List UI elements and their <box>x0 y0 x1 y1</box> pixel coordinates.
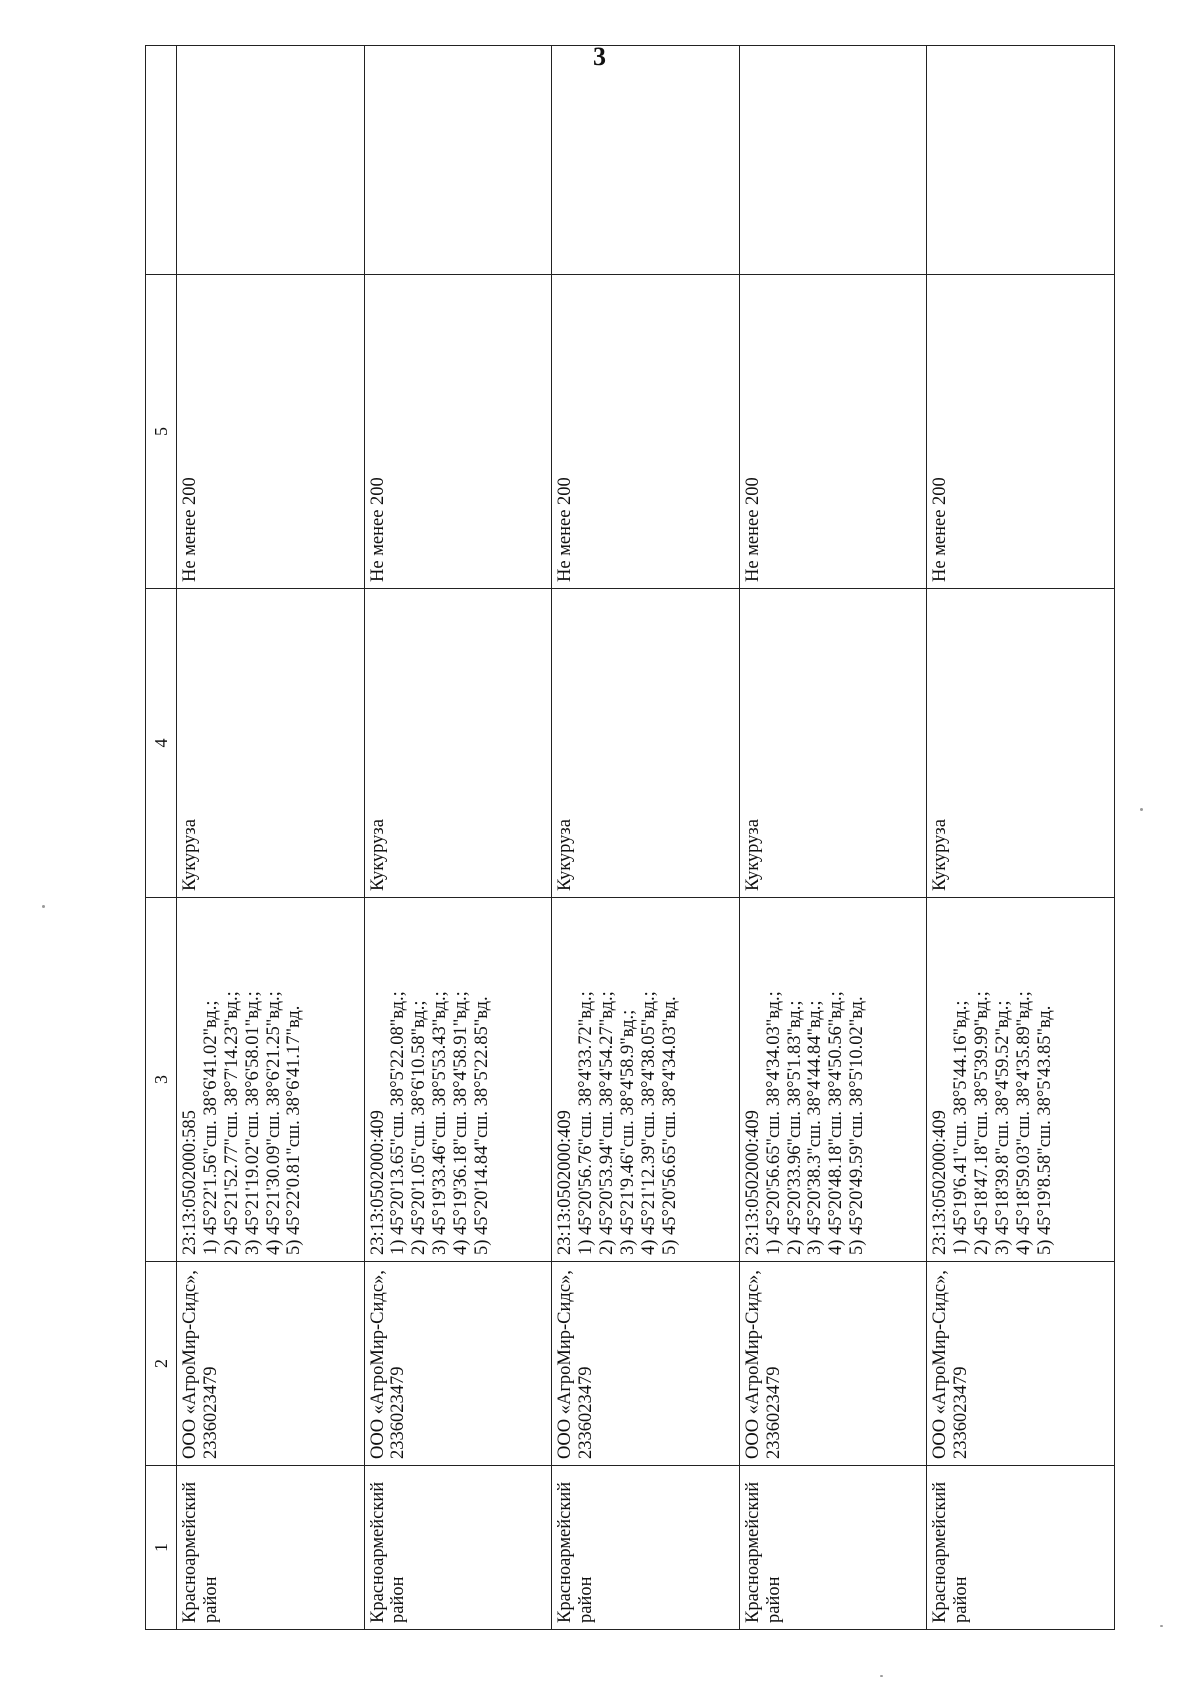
table-row <box>739 46 927 1630</box>
coordinates-cell <box>364 898 552 1262</box>
rotated-table-container <box>145 100 1115 1630</box>
cadastral-number: 23:13:0502000:409 <box>555 1110 576 1255</box>
coordinate-point: 3) 45°21'9.46"сш. 38°4'58.9"вд.; <box>617 1009 638 1255</box>
district-cell: Красноармейский район <box>364 1466 552 1630</box>
header-row <box>146 46 177 1630</box>
cadastral-number: 23:13:0502000:409 <box>742 1110 763 1255</box>
coordinates-cell <box>927 898 1115 1262</box>
distance-cell: Не менее 200 <box>364 275 552 589</box>
scan-speck <box>42 905 45 908</box>
table-row <box>552 46 740 1630</box>
coordinate-point: 3) 45°18'39.8"сш. 38°4'59.52"вд.; <box>993 1000 1014 1255</box>
coordinate-point: 1) 45°20'56.65"сш. 38°4'34.03"вд.; <box>763 991 784 1255</box>
coordinates-cell <box>739 898 927 1262</box>
coordinate-point: 2) 45°20'53.94"сш. 38°4'54.27"вд.; <box>596 991 617 1255</box>
coordinates-cell <box>552 898 740 1262</box>
coordinate-point: 5) 45°22'0.81"сш. 38°6'41.17"вд. <box>284 1005 305 1255</box>
distance-cell: Не менее 200 <box>177 275 365 589</box>
coordinates-cell <box>177 898 365 1262</box>
scan-speck <box>1140 808 1143 811</box>
crop-cell: Кукуруза <box>739 589 927 898</box>
coordinate-point: 3) 45°21'19.02"сш. 38°6'58.01"вд.; <box>242 991 263 1255</box>
distance-cell: Не менее 200 <box>927 275 1115 589</box>
extra-cell <box>927 46 1115 275</box>
organization-cell: ООО «АгроМир-Сидс», 2336023479 <box>177 1262 365 1466</box>
cadastral-number: 23:13:0502000:409 <box>930 1110 951 1255</box>
distance-cell: Не менее 200 <box>552 275 740 589</box>
coordinate-point: 2) 45°20'33.96"сш. 38°5'1.83"вд.; <box>784 1000 805 1255</box>
organization-cell: ООО «АгроМир-Сидс», 2336023479 <box>364 1262 552 1466</box>
cadastral-number: 23:13:0502000:585 <box>180 1110 200 1255</box>
extra-cell <box>552 46 740 275</box>
registry-table <box>145 45 1115 1630</box>
extra-cell <box>364 46 552 275</box>
extra-cell <box>177 46 365 275</box>
organization-cell: ООО «АгроМир-Сидс», 2336023479 <box>927 1262 1115 1466</box>
table-row <box>177 46 365 1630</box>
coordinate-point: 5) 45°19'8.58"сш. 38°5'43.85"вд. <box>1034 1005 1055 1255</box>
crop-cell: Кукуруза <box>177 589 365 898</box>
cadastral-number: 23:13:0502000:409 <box>367 1110 388 1255</box>
extra-cell <box>739 46 927 275</box>
crop-cell: Кукуруза <box>927 589 1115 898</box>
table-row <box>364 46 552 1630</box>
coordinate-point: 1) 45°22'1.56"сш. 38°6'41.02"вд.; <box>200 1000 221 1255</box>
table-body <box>177 46 1115 1630</box>
coordinate-point: 2) 45°21'52.77"сш. 38°7'14.23"вд.; <box>221 991 242 1255</box>
coordinate-point: 4) 45°19'36.18"сш. 38°4'58.91"вд.; <box>451 991 472 1255</box>
coordinate-point: 4) 45°21'12.39"сш. 38°4'38.05"вд.; <box>638 991 659 1255</box>
coordinate-point: 1) 45°20'56.76"сш. 38°4'33.72"вд.; <box>576 991 597 1255</box>
organization-cell: ООО «АгроМир-Сидс», 2336023479 <box>552 1262 740 1466</box>
coordinate-point: 5) 45°20'14.84"сш. 38°5'22.85"вд. <box>472 996 493 1255</box>
coordinate-point: 3) 45°19'33.46"сш. 38°5'53.43"вд.; <box>430 991 451 1255</box>
coordinate-point: 2) 45°18'47.18"сш. 38°5'39.99"вд.; <box>972 991 993 1255</box>
district-cell: Красноармейский район <box>552 1466 740 1630</box>
coordinate-point: 4) 45°18'59.03"сш. 38°4'35.89"вд.; <box>1013 991 1034 1255</box>
district-cell: Красноармейский район <box>177 1466 365 1630</box>
coordinate-point: 3) 45°20'38.3"сш. 38°4'44.84"вд.; <box>805 1000 826 1255</box>
coordinate-point: 1) 45°19'6.41"сш. 38°5'44.16"вд.; <box>951 1000 972 1255</box>
district-cell: Красноармейский район <box>739 1466 927 1630</box>
coordinate-point: 4) 45°21'30.09"сш. 38°6'21.25"вд.; <box>263 991 284 1255</box>
header-col-1: 1 <box>146 1466 177 1630</box>
header-col-3: 3 <box>146 898 177 1262</box>
header-col-2: 2 <box>146 1262 177 1466</box>
crop-cell: Кукуруза <box>552 589 740 898</box>
district-cell: Красноармейский район <box>927 1466 1115 1630</box>
crop-cell: Кукуруза <box>364 589 552 898</box>
coordinate-point: 1) 45°20'13.65"сш. 38°5'22.08"вд.; <box>388 991 409 1255</box>
coordinate-point: 2) 45°20'1.05"сш. 38°6'10.58"вд.; <box>409 1000 430 1255</box>
page-number: 3 <box>593 42 607 71</box>
header-col-5: 5 <box>146 275 177 589</box>
header-col-6 <box>146 46 177 275</box>
organization-cell: ООО «АгроМир-Сидс», 2336023479 <box>739 1262 927 1466</box>
coordinate-point: 5) 45°20'56.65"сш. 38°4'34.03"вд. <box>659 996 680 1255</box>
coordinate-point: 4) 45°20'48.18"сш. 38°4'50.56"вд.; <box>826 991 847 1255</box>
distance-cell: Не менее 200 <box>739 275 927 589</box>
scan-speck <box>880 1675 883 1677</box>
scan-speck <box>1160 1625 1163 1627</box>
header-col-4: 4 <box>146 589 177 898</box>
table-header <box>146 46 177 1630</box>
coordinate-point: 5) 45°20'49.59"сш. 38°5'10.02"вд. <box>847 996 868 1255</box>
table-row <box>927 46 1115 1630</box>
